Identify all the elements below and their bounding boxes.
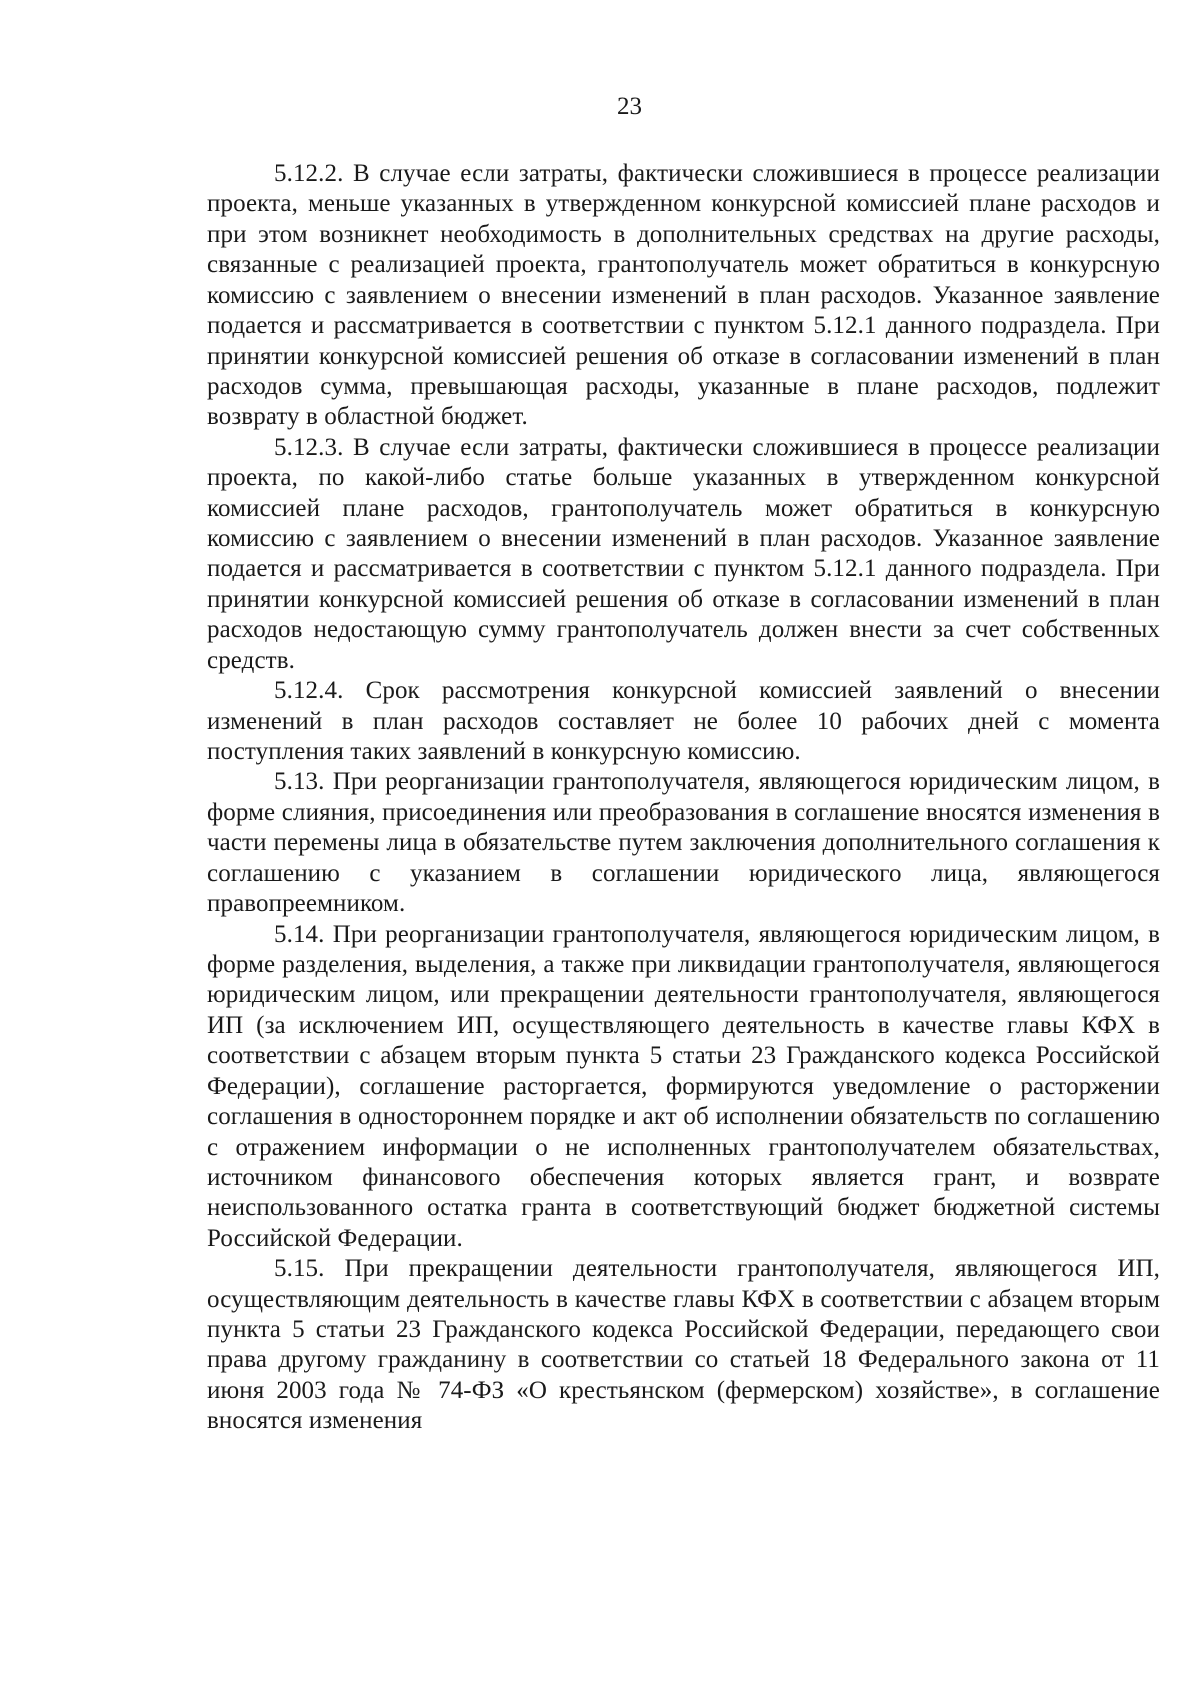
paragraph-5-14: 5.14. При реорганизации грантополучателя, являющегося юридическим лицом, в форме разделения, выделения, а также при ликвидации грантополучателя, являющегося юридическим лицом, или прекращении деятельности грантополучателя, являющегося ИП (за исключением ИП, осуществляющего деятельность в качестве главы КФХ в соответствии с абзацем вторым пункта 5 статьи 23 Гражданского кодекса Российской Федерации), соглашение расторгается, формируются уведомление о расторжении соглашения в одностороннем порядке и акт об исполнении обязательств по соглашению с отражением информации о не исполненных грантополучателем обязательствах, источником финансового обеспечения которых является грант, и возврате неиспользованного остатка гранта в соответствующий бюджет бюджетной системы Российской Федерации. <box>207 920 1160 1252</box>
paragraph-5-12-4: 5.12.4. Срок рассмотрения конкурсной комиссией заявлений о внесении изменений в план расходов составляет не более 10 рабочих дней с момента поступления таких заявлений в конкурсную комиссию. <box>207 677 1160 766</box>
document-body <box>207 159 1160 1437</box>
paragraph-5-15: 5.15. При прекращении деятельности грантополучателя, являющегося ИП, осуществляющим деятельность в качестве главы КФХ в соответствии с абзацем вторым пункта 5 статьи 23 Гражданского кодекса Российской Федерации, передающего свои права другому гражданину в соответствии со статьей 18 Федерального закона от 11 июня 2003 года № 74-ФЗ «О крестьянском (фермерском) хозяйстве», в соглашение вносятся изменения <box>207 1255 1160 1435</box>
paragraph-5-13: 5.13. При реорганизации грантополучателя, являющегося юридическим лицом, в форме слияния, присоединения или преобразования в соглашение вносятся изменения в части перемены лица в обязательстве путем заключения дополнительного соглашения к соглашению с указанием в соглашении юридического лица, являющегося правопреемником. <box>207 768 1160 918</box>
page-number: 23 <box>617 93 642 120</box>
paragraph-5-12-2: 5.12.2. В случае если затраты, фактически сложившиеся в процессе реализации проекта, меньше указанных в утвержденном конкурсной комиссией плане расходов и при этом возникнет необходимость в дополнительных средствах на другие расходы, связанные с реализацией проекта, грантополучатель может обратиться в конкурсную комиссию с заявлением о внесении изменений в план расходов. Указанное заявление подается и рассматривается в соответствии с пунктом 5.12.1 данного подраздела. При принятии конкурсной комиссией решения об отказе в согласовании изменений в план расходов сумма, превышающая расходы, указанные в плане расходов, подлежит возврату в областной бюджет. <box>207 160 1160 431</box>
paragraph-5-12-3: 5.12.3. В случае если затраты, фактически сложившиеся в процессе реализации проекта, по какой-либо статье больше указанных в утвержденном конкурсной комиссией плане расходов, грантополучатель может обратиться в конкурсную комиссию с заявлением о внесении изменений в план расходов. Указанное заявление подается и рассматривается в соответствии с пунктом 5.12.1 данного подраздела. При принятии конкурсной комиссией решения об отказе в согласовании изменений в план расходов недостающую сумму грантополучатель должен внести за счет собственных средств. <box>207 433 1160 674</box>
